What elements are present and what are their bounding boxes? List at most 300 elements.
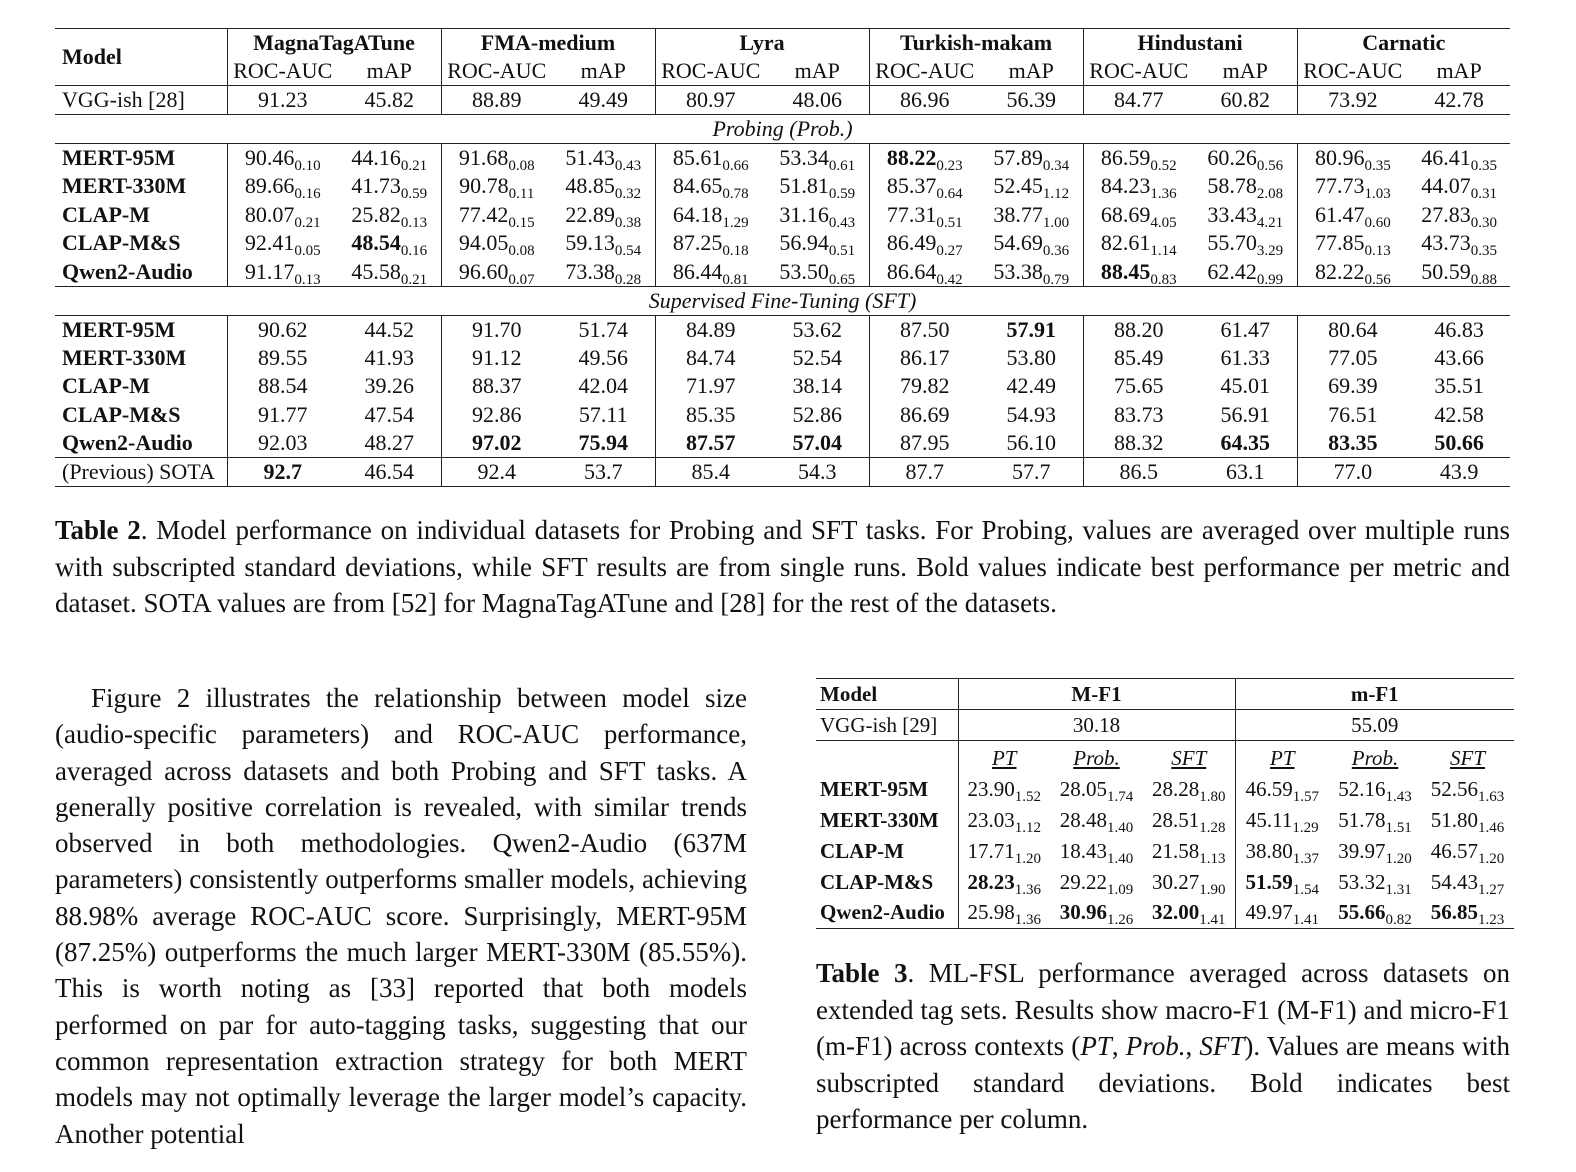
cell: 57.7 (980, 458, 1083, 487)
table-row (55, 229, 1510, 258)
cell: 43.9 (1408, 458, 1510, 487)
model-name: CLAP-M (62, 201, 150, 227)
metric-header: mAP (580, 58, 626, 83)
context-italic: PT (1080, 1031, 1112, 1061)
cell-value: 22.89 (565, 201, 615, 227)
cell: 61.47 (1220, 316, 1271, 342)
cell-value: 38.77 (993, 201, 1043, 227)
cell-value: 18.43 (1059, 838, 1107, 863)
cell: 35.51 (1434, 373, 1484, 399)
cell-std: 0.60 (1364, 214, 1391, 231)
cell-value: 64.18 (672, 201, 723, 227)
cell-value: 56.85 (1430, 900, 1479, 925)
cell-value: 25.82 (351, 201, 401, 227)
sota-row (55, 458, 1510, 487)
cell (552, 201, 655, 230)
cell-std: 0.42 (936, 271, 963, 288)
cell-value: 86.44 (672, 258, 723, 284)
cell-std: 0.38 (614, 214, 642, 231)
dataset-header: FMA-medium (441, 29, 655, 58)
context-header (1235, 741, 1329, 774)
cell-value: 23.90 (967, 776, 1015, 801)
context-header (1050, 741, 1143, 774)
cell-value: 28.23 (967, 869, 1015, 894)
cell (958, 773, 1050, 804)
context-header (1421, 741, 1514, 774)
cell (552, 258, 655, 287)
metric-header: mAP (1222, 58, 1268, 83)
cell (980, 201, 1083, 230)
caption-text: . Model performance on individual datasets for Probing and SFT tasks. For Probing, values are averaged over multiple runs with subscripted standard deviations, while SFT results are from single runs. Bold values indicate best performance per metric and dataset. SOTA values are from [52] for MagnaTagATune and [28] for the rest of the datasets. (55, 515, 1510, 618)
table-row (816, 897, 1514, 928)
cell-value: 82.61 (1100, 230, 1151, 256)
cell (1083, 258, 1194, 287)
cell (1083, 144, 1194, 173)
cell-value: 86.64 (886, 258, 937, 284)
cell-value: 84.23 (1100, 173, 1151, 199)
table-row (55, 201, 1510, 230)
cell (1297, 144, 1408, 173)
cell-value: 33.43 (1207, 201, 1257, 227)
cell-value: 85.61 (672, 145, 723, 170)
cell: 77.0 (1297, 458, 1408, 487)
cell (1408, 201, 1510, 230)
cell-std: 1.41 (1292, 912, 1320, 929)
cell (1421, 866, 1514, 897)
cell: 47.54 (364, 401, 414, 427)
model-header: Model (816, 679, 958, 710)
cell-std: 1.90 (1199, 881, 1226, 898)
cell-value: 91.17 (244, 258, 295, 284)
cell-value: 77.31 (886, 201, 937, 227)
cell (1050, 866, 1143, 897)
cell: 91.77 (227, 401, 338, 430)
cell-std: 2.08 (1256, 186, 1284, 203)
metric-header: ROC-AUC (227, 57, 338, 86)
cell-std: 1.20 (1385, 850, 1412, 867)
cell-value: 17.71 (967, 838, 1015, 863)
cell-value: 86.49 (886, 230, 937, 256)
cell (766, 172, 869, 201)
cell: 80.97 (655, 86, 766, 115)
section-label: Probing (Prob.) (55, 115, 1510, 144)
cell: 64.35 (1220, 430, 1271, 455)
cell-value: 51.78 (1338, 807, 1386, 832)
table-row (55, 344, 1510, 373)
cell (227, 229, 338, 258)
cell-std: 0.07 (508, 271, 535, 288)
cell-std: 1.52 (1014, 788, 1041, 805)
cell-std: 1.36 (1014, 881, 1041, 898)
cell (766, 258, 869, 287)
cell (227, 172, 338, 201)
cell (1408, 144, 1510, 173)
cell-value: 48.54 (351, 230, 401, 256)
cell: 48.06 (766, 86, 869, 115)
metric-header: ROC-AUC (1083, 57, 1194, 86)
cell-std: 0.13 (294, 271, 321, 288)
cell-std: 1.63 (1478, 788, 1505, 805)
table-2-caption (55, 512, 1510, 622)
cell: 85.49 (1083, 344, 1194, 373)
cell-std: 0.65 (828, 271, 856, 288)
cell (869, 172, 980, 201)
cell (338, 201, 441, 230)
cell-value: 45.58 (351, 258, 401, 284)
cell: 86.5 (1083, 458, 1194, 487)
model-name: Qwen2-Audio (816, 897, 958, 928)
table-row (816, 866, 1514, 897)
cell-value: 54.43 (1430, 869, 1479, 894)
cell-std: 0.36 (1042, 243, 1070, 260)
cell (338, 144, 441, 173)
cell (1329, 773, 1421, 804)
cell: 45.82 (338, 86, 441, 115)
cell (1408, 172, 1510, 201)
cell: 30.18 (958, 710, 1235, 741)
model-header: Model (55, 29, 227, 86)
cell: 51.74 (578, 316, 628, 342)
cell-std: 0.66 (722, 158, 749, 174)
cell: 77.05 (1297, 344, 1408, 373)
cell-value: 87.25 (672, 230, 723, 256)
cell (869, 258, 980, 287)
model-name: CLAP-M (62, 373, 150, 399)
cell-std: 0.59 (828, 186, 856, 203)
cell: 39.26 (364, 373, 414, 399)
cell-std: 4.21 (1256, 214, 1284, 231)
cell-std: 0.43 (828, 214, 856, 231)
cell-std: 0.35 (1470, 158, 1497, 174)
model-name: MERT-330M (62, 344, 187, 370)
context-row (816, 741, 1514, 774)
cell-std: 0.05 (294, 243, 321, 260)
cell (1083, 229, 1194, 258)
cell: 86.69 (869, 401, 980, 430)
cell: 57.04 (792, 430, 843, 455)
cell-value: 53.34 (779, 145, 829, 170)
cell (338, 172, 441, 201)
cell-value: 46.41 (1421, 145, 1471, 170)
cell-std: 0.64 (936, 186, 963, 203)
cell-value: 57.89 (993, 145, 1043, 170)
cell (655, 144, 766, 173)
cell-std: 0.08 (508, 158, 535, 174)
cell-value: 41.73 (351, 173, 401, 199)
cell-std: 0.61 (828, 158, 856, 174)
model-name: (Previous) SOTA (55, 458, 227, 487)
cell-value: 54.69 (993, 230, 1043, 256)
cell-std: 1.26 (1107, 912, 1134, 929)
model-name: CLAP-M (820, 838, 904, 863)
dataset-header: Carnatic (1297, 29, 1510, 58)
cell-std: 0.30 (1470, 214, 1497, 231)
cell-value: 28.05 (1059, 776, 1107, 801)
cell-value: 51.59 (1245, 869, 1293, 894)
cell (1194, 144, 1297, 173)
cell (1143, 835, 1235, 866)
cell-std: 0.52 (1150, 158, 1177, 174)
context-label: Prob. (1351, 746, 1399, 770)
cell-value: 73.38 (565, 258, 615, 284)
cell-std: 0.23 (936, 158, 963, 174)
cell-value: 25.98 (967, 900, 1015, 925)
model-name: CLAP-M&S (820, 869, 934, 894)
baseline-row (816, 710, 1514, 741)
model-name: MERT-95M (62, 316, 176, 342)
header-row (55, 29, 1510, 58)
cell-std: 1.40 (1107, 819, 1134, 836)
cell (766, 229, 869, 258)
cell (441, 201, 552, 230)
cell (552, 229, 655, 258)
cell (1194, 201, 1297, 230)
cell (1235, 897, 1329, 928)
cell-std: 0.16 (400, 243, 428, 260)
cell: 83.35 (1297, 429, 1408, 458)
cell-value: 52.16 (1338, 776, 1386, 801)
cell-std: 0.13 (1364, 243, 1391, 260)
cell: 87.95 (869, 429, 980, 458)
cell: 53.62 (792, 316, 843, 342)
context-label: PT (1270, 746, 1295, 770)
metric-header: mAP (1008, 58, 1054, 83)
cell (766, 144, 869, 173)
cell: 90.62 (227, 315, 338, 344)
cell (227, 258, 338, 287)
cell (1194, 172, 1297, 201)
cell-value: 85.37 (886, 173, 937, 199)
cell-value: 46.59 (1245, 776, 1293, 801)
cell-std: 1.57 (1292, 788, 1320, 805)
cell-value: 49.97 (1245, 900, 1293, 925)
cell (1297, 201, 1408, 230)
table-row (55, 401, 1510, 430)
cell: 89.55 (227, 344, 338, 373)
cell (1143, 866, 1235, 897)
cell: 54.3 (766, 458, 869, 487)
cell-value: 38.80 (1245, 838, 1293, 863)
cell: 55.09 (1235, 710, 1514, 741)
cell-std: 0.54 (614, 243, 642, 260)
cell: 56.10 (1006, 430, 1057, 455)
cell (958, 897, 1050, 928)
cell: 88.37 (441, 372, 552, 401)
cell: 73.92 (1297, 86, 1408, 115)
cell: 85.35 (655, 401, 766, 430)
cell-value: 77.73 (1314, 173, 1365, 199)
context-header (958, 741, 1050, 774)
cell-std: 1.43 (1385, 788, 1412, 805)
cell-std: 0.13 (400, 214, 428, 231)
cell (1329, 897, 1421, 928)
cell (958, 804, 1050, 835)
empty-cell (816, 741, 958, 774)
caption-label: Table 3 (816, 958, 908, 988)
context-label: SFT (1171, 746, 1207, 770)
cell: 97.02 (441, 429, 552, 458)
cell-value: 90.46 (244, 145, 295, 170)
cell (980, 229, 1083, 258)
cell-value: 29.22 (1059, 869, 1107, 894)
metric-header-row (55, 57, 1510, 86)
cell: 88.32 (1083, 429, 1194, 458)
cell (227, 144, 338, 173)
cell-value: 82.22 (1314, 258, 1365, 284)
cell: 60.82 (1194, 86, 1297, 115)
cell: 53.80 (1006, 344, 1057, 370)
cell (655, 258, 766, 287)
cell: 45.01 (1220, 373, 1271, 399)
model-name: MERT-95M (62, 145, 176, 170)
cell (1083, 172, 1194, 201)
context-header (1143, 741, 1235, 774)
cell: 80.64 (1297, 315, 1408, 344)
cell-std: 1.31 (1385, 881, 1412, 898)
cell: 63.1 (1194, 458, 1297, 487)
cell: 42.78 (1408, 86, 1510, 115)
cell-std: 1.51 (1385, 819, 1412, 836)
cell: 84.77 (1083, 86, 1194, 115)
cell-value: 53.50 (779, 258, 829, 284)
cell (1194, 229, 1297, 258)
cell-value: 56.94 (779, 230, 829, 256)
cell-value: 77.85 (1314, 230, 1365, 256)
cell-std: 1.74 (1107, 788, 1134, 805)
cell-value: 53.38 (993, 258, 1043, 284)
cell: 87.7 (869, 458, 980, 487)
model-name: CLAP-M&S (62, 401, 181, 427)
cell-value: 51.43 (565, 145, 615, 170)
cell (1235, 773, 1329, 804)
cell-std: 1.41 (1199, 912, 1226, 929)
cell-value: 27.83 (1421, 201, 1471, 227)
cell-std: 0.15 (508, 214, 535, 231)
cell (227, 201, 338, 230)
cell-std: 1.23 (1478, 912, 1505, 929)
cell (766, 201, 869, 230)
cell-value: 23.03 (967, 807, 1015, 832)
cell (980, 144, 1083, 173)
cell (1408, 258, 1510, 287)
caption-fragment: ). Values are means with subscripted standard deviations. Bold indicates best performance per column. (816, 1031, 1511, 1134)
body-paragraph (55, 680, 747, 1152)
context-italic: SFT (1199, 1031, 1245, 1061)
cell-value: 55.70 (1207, 230, 1257, 256)
cell: 43.66 (1434, 344, 1484, 370)
cell (441, 144, 552, 173)
cell-std: 0.78 (722, 186, 749, 203)
model-name: VGG-ish [28] (55, 86, 227, 115)
cell-value: 31.16 (779, 201, 829, 227)
cell (338, 229, 441, 258)
cell-std: 0.32 (614, 186, 642, 203)
cell (552, 172, 655, 201)
cell-value: 94.05 (458, 230, 509, 256)
cell (1329, 835, 1421, 866)
header-row (816, 679, 1514, 710)
cell (1235, 804, 1329, 835)
cell: 52.54 (792, 344, 843, 370)
cell: 91.12 (441, 344, 552, 373)
cell-std: 0.82 (1385, 912, 1412, 929)
cell-std: 0.88 (1470, 271, 1497, 288)
cell-std: 1.36 (1150, 186, 1177, 203)
cell-std: 1.36 (1014, 912, 1041, 929)
cell-value: 84.65 (672, 173, 723, 199)
cell: 38.14 (792, 373, 843, 399)
cell-std: 1.13 (1199, 850, 1226, 867)
cell-std: 0.83 (1150, 271, 1177, 288)
cell (1143, 773, 1235, 804)
cell-std: 0.28 (614, 271, 642, 288)
cell-std: 0.10 (294, 158, 321, 174)
cell: 84.74 (655, 344, 766, 373)
cell: 91.70 (441, 315, 552, 344)
cell-std: 0.31 (1470, 186, 1497, 203)
cell-value: 86.59 (1100, 145, 1151, 170)
context-header (1329, 741, 1421, 774)
cell (1083, 201, 1194, 230)
table-3-caption (816, 955, 1510, 1138)
caption-fragment: , (1185, 1031, 1200, 1061)
cell (1143, 804, 1235, 835)
group-header: m-F1 (1235, 679, 1514, 710)
cell: 88.89 (441, 86, 552, 115)
table-row (816, 804, 1514, 835)
cell-std: 0.08 (508, 243, 535, 260)
cell: 92.86 (441, 401, 552, 430)
cell (441, 258, 552, 287)
cell: 49.56 (578, 344, 628, 370)
cell: 42.49 (1006, 373, 1057, 399)
cell-value: 45.11 (1245, 807, 1293, 832)
dataset-header: Hindustani (1083, 29, 1297, 58)
cell: 84.89 (655, 315, 766, 344)
cell (1297, 258, 1408, 287)
model-name: CLAP-M&S (62, 230, 181, 256)
cell-value: 92.41 (244, 230, 295, 256)
cell (552, 144, 655, 173)
context-italic: Prob. (1125, 1031, 1186, 1061)
cell (958, 835, 1050, 866)
cell (1194, 258, 1297, 287)
metric-header: ROC-AUC (655, 57, 766, 86)
cell: 86.96 (869, 86, 980, 115)
context-label: PT (991, 746, 1017, 770)
cell: 71.97 (655, 372, 766, 401)
metric-header: mAP (366, 58, 412, 83)
cell-std: 1.29 (722, 214, 749, 231)
cell-value: 59.13 (565, 230, 615, 256)
model-name: MERT-330M (62, 173, 187, 199)
cell: 50.66 (1434, 430, 1484, 455)
cell-value: 91.68 (458, 145, 509, 170)
cell-value: 58.78 (1207, 173, 1257, 199)
paragraph-text: Figure 2 illustrates the relationship between model size (audio-specific parameters) and ROC-AUC performance, averaged across datasets and both Probing and SFT tasks. A generally positive correlation is revealed, with similar trends observed in both methodologies. Qwen2-Audio (637M parameters) consistently outperforms smaller models, achieving 88.98% average ROC-AUC score. Surprisingly, MERT-95M (87.25%) outperforms the much larger MERT-330M (85.55%). This is worth noting as [33] reported that both models performed on par for auto-tagging tasks, suggesting that our common representation extraction strategy for both MERT models may not optimally leverage the larger model’s capacity. Another potential (55, 683, 747, 1149)
cell (655, 172, 766, 201)
cell-value: 44.07 (1421, 173, 1471, 199)
cell: 87.57 (655, 429, 766, 458)
cell-value: 52.45 (993, 173, 1043, 199)
cell-std: 1.46 (1478, 819, 1505, 836)
cell (1329, 804, 1421, 835)
cell: 76.51 (1297, 401, 1408, 430)
context-label: SFT (1450, 746, 1486, 770)
cell: 57.91 (1006, 316, 1057, 342)
cell-value: 43.73 (1421, 230, 1471, 256)
cell-std: 0.79 (1042, 271, 1070, 288)
